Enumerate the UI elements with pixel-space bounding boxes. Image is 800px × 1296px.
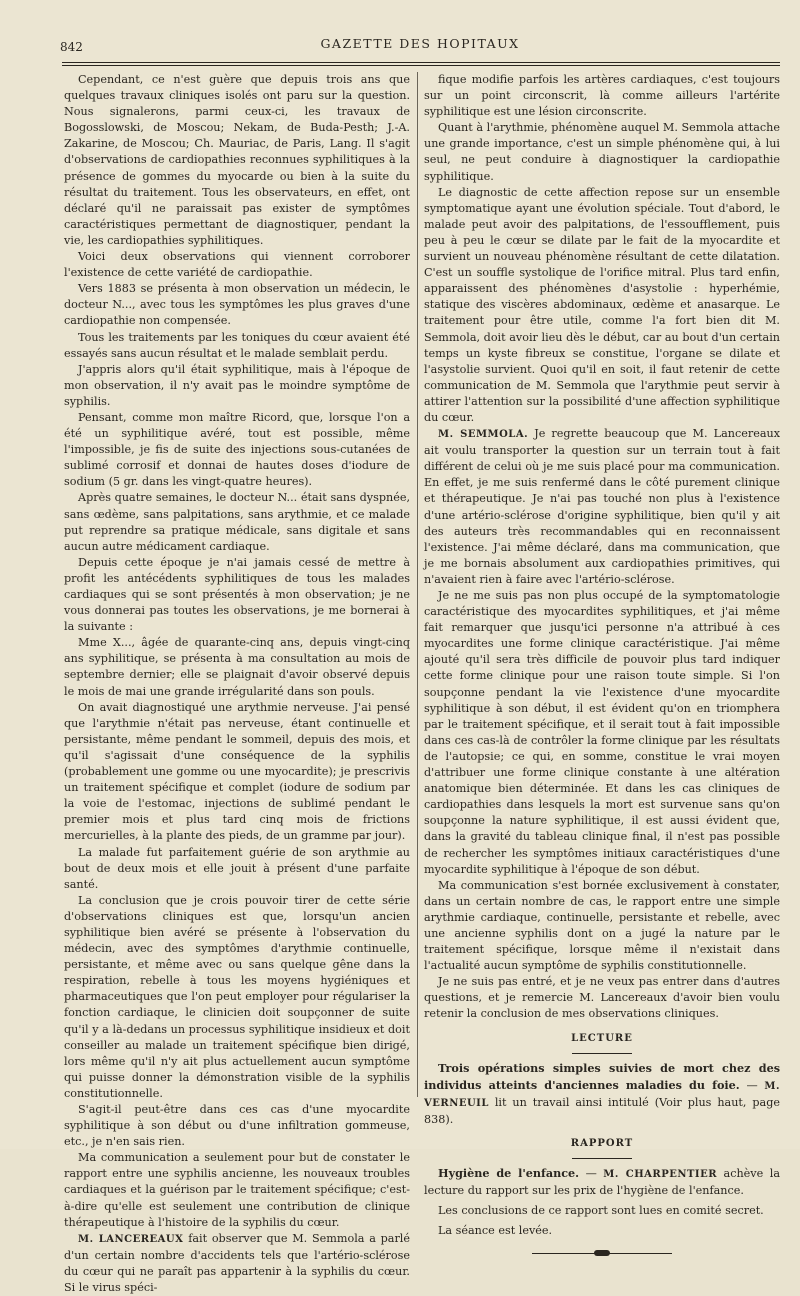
semmola-paragraph-2: Ma communication s'est bornée exclusivement à constater, dans un certain nombre de cas, le rapport entre une simple arythmie cardiaque, continuelle, persistante et rebelle, avec une ancienne syphilis dont on a jugé la nature par le traitement spécifique, lorsque même il n'existait dans l'actualité aucun symptôme de syphilis constitutionnelle. xyxy=(424,878,780,973)
page-header xyxy=(60,36,780,56)
rapport-title: Hygiène de l'enfance. xyxy=(438,1166,580,1181)
left-paragraph-1: Voici deux observations qui viennent corroborer l'existence de cette variété de cardiopathie. xyxy=(64,250,410,280)
lecture-text: lit un travail ainsi intitulé (Voir plus haut, page 838). xyxy=(424,1095,780,1126)
lancereaux-text: fait observer que M. Semmola a parlé d'un certain nombre d'accidents tels que l'artério-sclérose du cœur qui ne paraît pas appartenir à la syphilis du cœur. Si le virus spéci- xyxy=(64,1231,411,1295)
semmola-text-0: Je regrette beaucoup que M. Lancereaux ait voulu transporter la question sur un terrain tout à fait différent de celui où je me suis placé pour ma communication. En effet, je me suis renfermé dans le côté purement clinique et thérapeutique. Je n'ai pas touché non plus à l'existence d'une artério-sclérose d'origine syphilitique, bien qu'il y ait des auteurs très recommandables qui en reconnaissent l'existence. J'ai même déclaré, dans ma communication, que je me bornais absolument aux cardiopathies primitives, qui n'avaient rien à faire avec l'artério-sclérose. xyxy=(424,427,781,586)
left-paragraph-2: Vers 1883 se présenta à mon observation un médecin, le docteur N..., avec tous les symptômes les plus graves d'une cardiopathie non compensée. xyxy=(64,282,410,328)
right-paragraphs xyxy=(424,72,780,426)
seance-levee: La séance est levée. xyxy=(438,1224,553,1238)
lecture-rule xyxy=(572,1053,632,1054)
left-paragraph-11: La conclusion que je crois pouvoir tirer de cette série d'observations cliniques est que, lorsqu'un ancien syphilitique bien avéré se présente à l'observation du médecin, avec des symptômes d'arythmie continuelle, persistante, et même avec ou sans quelque gêne dans la respiration, rebelle à tous les moyens hygiéniques et pharmaceutiques que l'on peut employer pour régulariser la fonction cardiaque, le clinicien doit soupçonner de suite qu'il y a là-dedans un processus syphilitique insidieux et doit conseiller au malade un traitement spécifique bien dirigé, lors même qu'il n'y ait plus actuellement aucun symptôme qui puisse donner la démonstration visible de la syphilis constitutionnelle. xyxy=(64,893,410,1100)
header-rule-bottom xyxy=(62,65,780,66)
lecture-paragraph xyxy=(424,1060,780,1128)
right-column xyxy=(424,72,781,1238)
rapport-rule xyxy=(572,1158,632,1159)
speaker-charpentier: M. CHARPENTIER xyxy=(603,1169,718,1181)
speaker-semmola: M. SEMMOLA. xyxy=(438,429,529,441)
left-paragraph-8: Mme X..., âgée de quarante-cinq ans, depuis vingt-cinq ans syphilitique, se présenta à ma consultation au mois de septembre dernier; elle se plaignait d'avoir observé depuis le mois de mai une grande irrégularité dans son pouls. xyxy=(64,636,410,698)
page-number: 842 xyxy=(60,40,83,54)
lecture-heading-text: LECTURE xyxy=(571,1032,633,1044)
rapport-text: achève la lecture du rapport sur les prix de l'hygiène de l'enfance. xyxy=(424,1167,780,1198)
speaker-lancereaux: M. LANCEREAUX xyxy=(78,1233,184,1245)
column-divider xyxy=(417,72,418,1097)
left-paragraph-10: La malade fut parfaitement guérie de son arythmie au bout de deux mois et elle jouit à présent d'une parfaite santé. xyxy=(64,845,410,891)
rapport-paragraph xyxy=(424,1165,780,1199)
left-paragraph-13: Ma communication a seulement pour but de constater le rapport entre une syphilis ancienne, les nouveaux troubles cardiaques et la guérison par le traitement spécifique; c'est-à-dire qu'elle est seulement une contribution de clinique thérapeutique à l'histoire de la syphilis du cœur. xyxy=(64,1151,410,1229)
semmola-paragraph xyxy=(424,426,780,588)
left-paragraph-3: Tous les traitements par les toniques du cœur avaient été essayés sans aucun résultat et le malade semblait perdu. xyxy=(64,330,410,360)
journal-title: GAZETTE DES HOPITAUX xyxy=(320,36,520,51)
left-column xyxy=(64,72,411,1295)
left-paragraph-9: On avait diagnostiqué une arythmie nerveuse. J'ai pensé que l'arythmie n'était pas nerveuse, étant continuelle et persistante, même pendant le sommeil, depuis des mois, et qu'il s'agissait d'une conséquence de la syphilis (probablement une gomme ou une myocardite); je prescrivis un traitement spécifique et complet (iodure de sodium par la voie de l'estomac, injections de sublimé pendant le premier mois et plus tard cinq mois de frictions mercurielles, à la plante des pieds, de un gramme par jour). xyxy=(64,700,410,843)
rapport-conclusions: Les conclusions de ce rapport sont lues en comité secret. xyxy=(438,1204,764,1218)
lecture-heading xyxy=(424,1031,780,1054)
lecture-dash: — xyxy=(739,1078,765,1092)
semmola-paragraph-1: Je ne me suis pas non plus occupé de la symptomatologie caractéristique des myocardites syphilitiques, et j'ai même fait remarquer que jusqu'ici personne n'a attribué à ces myocardites une forme clinique caractéristique. J'ai même ajouté qu'il sera très difficile de pouvoir plus tard indiquer cette forme clinique pour une raison toute simple. Si l'on soupçonne pendant la vie l'existence d'une myocardite syphilitique à son début, il est évident qu'on en triomphera par le traitement spécifique, et il serait tout à fait impossible dans ces cas-là de contrôler la forme clinique par les résultats de l'autopsie; ce qui, en somme, constitue le vrai moyen d'attribuer une forme clinique constante à une altération anatomique bien déterminée. Et dans les cas cliniques de cardiopathies dans lesquels la mort est survenue sans qu'on soupçonne la nature syphilitique, il est aussi évident que, dans la gravité du tableau clinique final, il n'est pas possible de rechercher les symptômes initiaux caractéristiques d'une myocardite syphilitique à l'époque de son début. xyxy=(424,589,780,876)
left-paragraph-4: J'appris alors qu'il était syphilitique, mais à l'époque de mon observation, il n'y avait pas le moindre symptôme de syphilis. xyxy=(64,362,410,408)
lancereaux-paragraph xyxy=(64,1231,410,1296)
left-paragraph-7: Depuis cette époque je n'ai jamais cessé de mettre à profit les antécédents syphilitiques de tous les malades cardiaques qui se sont présentés à mon observation; je ne vous donnerai pas toutes les observations, je me bornerai à la suivante : xyxy=(64,555,410,634)
header-rule-top xyxy=(62,62,780,63)
rapport-heading xyxy=(424,1136,780,1159)
rapport-heading-text: RAPPORT xyxy=(570,1138,634,1149)
left-paragraphs xyxy=(64,72,410,1231)
left-paragraph-6: Après quatre semaines, le docteur N... était sans dyspnée, sans œdème, sans palpitations, sans arythmie, et ce malade put reprendre sa pratique médicale, sans digitale et sans aucun autre médicament cardiaque. xyxy=(64,491,410,553)
rapport-dash: — xyxy=(579,1167,604,1181)
left-paragraph-5: Pensant, comme mon maître Ricord, que, lorsque l'on a été un syphilitique avéré, tout est possible, même l'impossible, je fis de suite des injections sous-cutanées de sublimé corrosif et donnai de hautes doses d'iodure de sodium (5 gr. dans les vingt-quatre heures). xyxy=(64,410,410,489)
right-paragraph-1: Quant à l'arythmie, phénomène auquel M. Semmola attache une grande importance, c'est un simple phénomène qui, à lui seul, ne peut conduire à diagnostiquer la cardiopathie syphilitique. xyxy=(424,121,780,183)
left-paragraph-0: Cependant, ce n'est guère que depuis trois ans que quelques travaux cliniques isolés ont paru sur la question. Nous signalerons, parmi ceux-ci, les travaux de Bogosslowski, de Moscou; Nekam, de Buda-Pesth; J.-A. Zakarine, de Moscou; Ch. Mauriac, de Paris, Lang. Il s'agit d'observations de cardiopathies reconnues syphilitiques à la présence de gommes du myocarde ou bien à la suite du résultat du traitement. Tous les observateurs, en effet, ont déclaré qu'il ne paraissait pas exister de symptômes caractéristiques permettant de diagnostiquer, pendant la vie, les cardiopathies syphilitiques. xyxy=(64,73,410,247)
end-ornament xyxy=(532,1251,672,1257)
semmola-paragraph-3: Je ne suis pas entré, et je ne veux pas entrer dans d'autres questions, et je remercie M. Lancereaux d'avoir bien voulu retenir la conclusion de mes observations cliniques. xyxy=(424,975,780,1021)
end-ornament-dot xyxy=(594,1250,610,1256)
speaker-verneuil: M. VERNEUIL xyxy=(424,1080,780,1109)
right-paragraph-0: fique modifie parfois les artères cardiaques, c'est toujours sur un point circonscrit, là comme ailleurs l'artérite syphilitique est une lésion circonscrite. xyxy=(424,73,780,119)
right-paragraph-2: Le diagnostic de cette affection repose sur un ensemble symptomatique ayant une évolution spéciale. Tout d'abord, le malade peut avoir des palpitations, de l'essoufflement, puis peu à peu le cœur se dilate par le fait de la myocardite et survient un nouveau phénomène résultant de cette dilatation. C'est un souffle systolique de l'orifice mitral. Plus tard enfin, apparaissent des phénomènes d'asystolie : hyperhémie, statique des viscères abdominaux, œdème et anasarque. Le traitement pour être utile, comme l'a fort bien dit M. Semmola, doit avoir lieu dès le début, car au bout d'un certain temps un kyste fibreux se constitue, l'organe se dilate et l'asystolie survient. Quoi qu'il en soit, il faut retenir de cette communication de M. Semmola que l'arythmie peut servir à attirer l'attention sur la possibilité d'une affection syphilitique du cœur. xyxy=(424,185,780,424)
left-paragraph-12: S'agit-il peut-être dans ces cas d'une myocardite syphilitique à son début ou d'une infiltration gommeuse, etc., je n'en sais rien. xyxy=(64,1103,410,1149)
lecture-title: Trois opérations simples suivies de mort chez des individus atteints d'anciennes maladies du foie. xyxy=(424,1060,780,1092)
